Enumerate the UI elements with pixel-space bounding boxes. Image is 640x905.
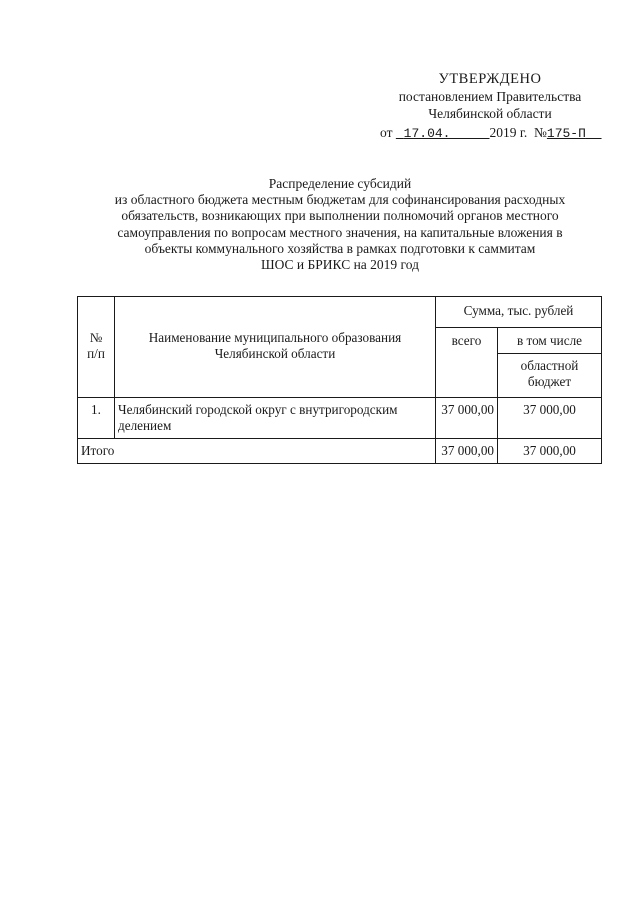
approval-date-line xyxy=(380,124,600,142)
header-oblast: областной бюджет xyxy=(498,354,602,398)
table-row xyxy=(78,398,602,439)
heading-line-4: самоуправления по вопросам местного значения, на капитальные вложения в xyxy=(117,224,563,240)
approval-block xyxy=(380,70,600,142)
header-vsego: всего xyxy=(436,328,498,398)
heading-line-1: Распределение субсидий xyxy=(268,176,412,191)
row-name: Челябинский городской округ с внутригородским делением xyxy=(115,398,436,439)
total-row xyxy=(78,439,602,464)
header-sum: Сумма, тыс. рублей xyxy=(436,297,602,328)
number-value: 175-П xyxy=(546,126,586,141)
header-name: Наименование муниципального образования Челябинской области xyxy=(115,297,436,398)
row-oblast: 37 000,00 xyxy=(498,398,602,439)
document-heading xyxy=(60,176,620,273)
year-text: 2019 г. xyxy=(489,125,528,140)
heading-line-3: обязательств, возникающих при выполнении полномочий органов местного xyxy=(121,208,559,224)
total-vsego: 37 000,00 xyxy=(436,439,498,464)
total-label: Итого xyxy=(78,439,436,464)
heading-line-6: ШОС и БРИКС на 2019 год xyxy=(261,257,419,273)
approval-line-1: постановлением Правительства xyxy=(398,89,582,104)
row-vsego: 37 000,00 xyxy=(436,398,498,439)
date-value: 17.04. xyxy=(403,126,451,141)
row-num: 1. xyxy=(78,398,115,439)
total-oblast: 37 000,00 xyxy=(498,439,602,464)
number-prefix: № xyxy=(534,125,547,140)
approval-title: УТВЕРЖДЕНО xyxy=(438,71,542,87)
header-in-that: в том числе xyxy=(498,328,602,354)
heading-line-2: из областного бюджета местным бюджетам для софинансирования расходных xyxy=(114,192,566,208)
subsidy-table xyxy=(77,296,602,464)
header-num: № п/п xyxy=(78,297,115,398)
date-prefix: от xyxy=(380,125,393,140)
approval-line-2: Челябинской области xyxy=(428,106,552,121)
heading-line-5: объекты коммунального хозяйства в рамках подготовки к саммитам xyxy=(144,240,536,256)
